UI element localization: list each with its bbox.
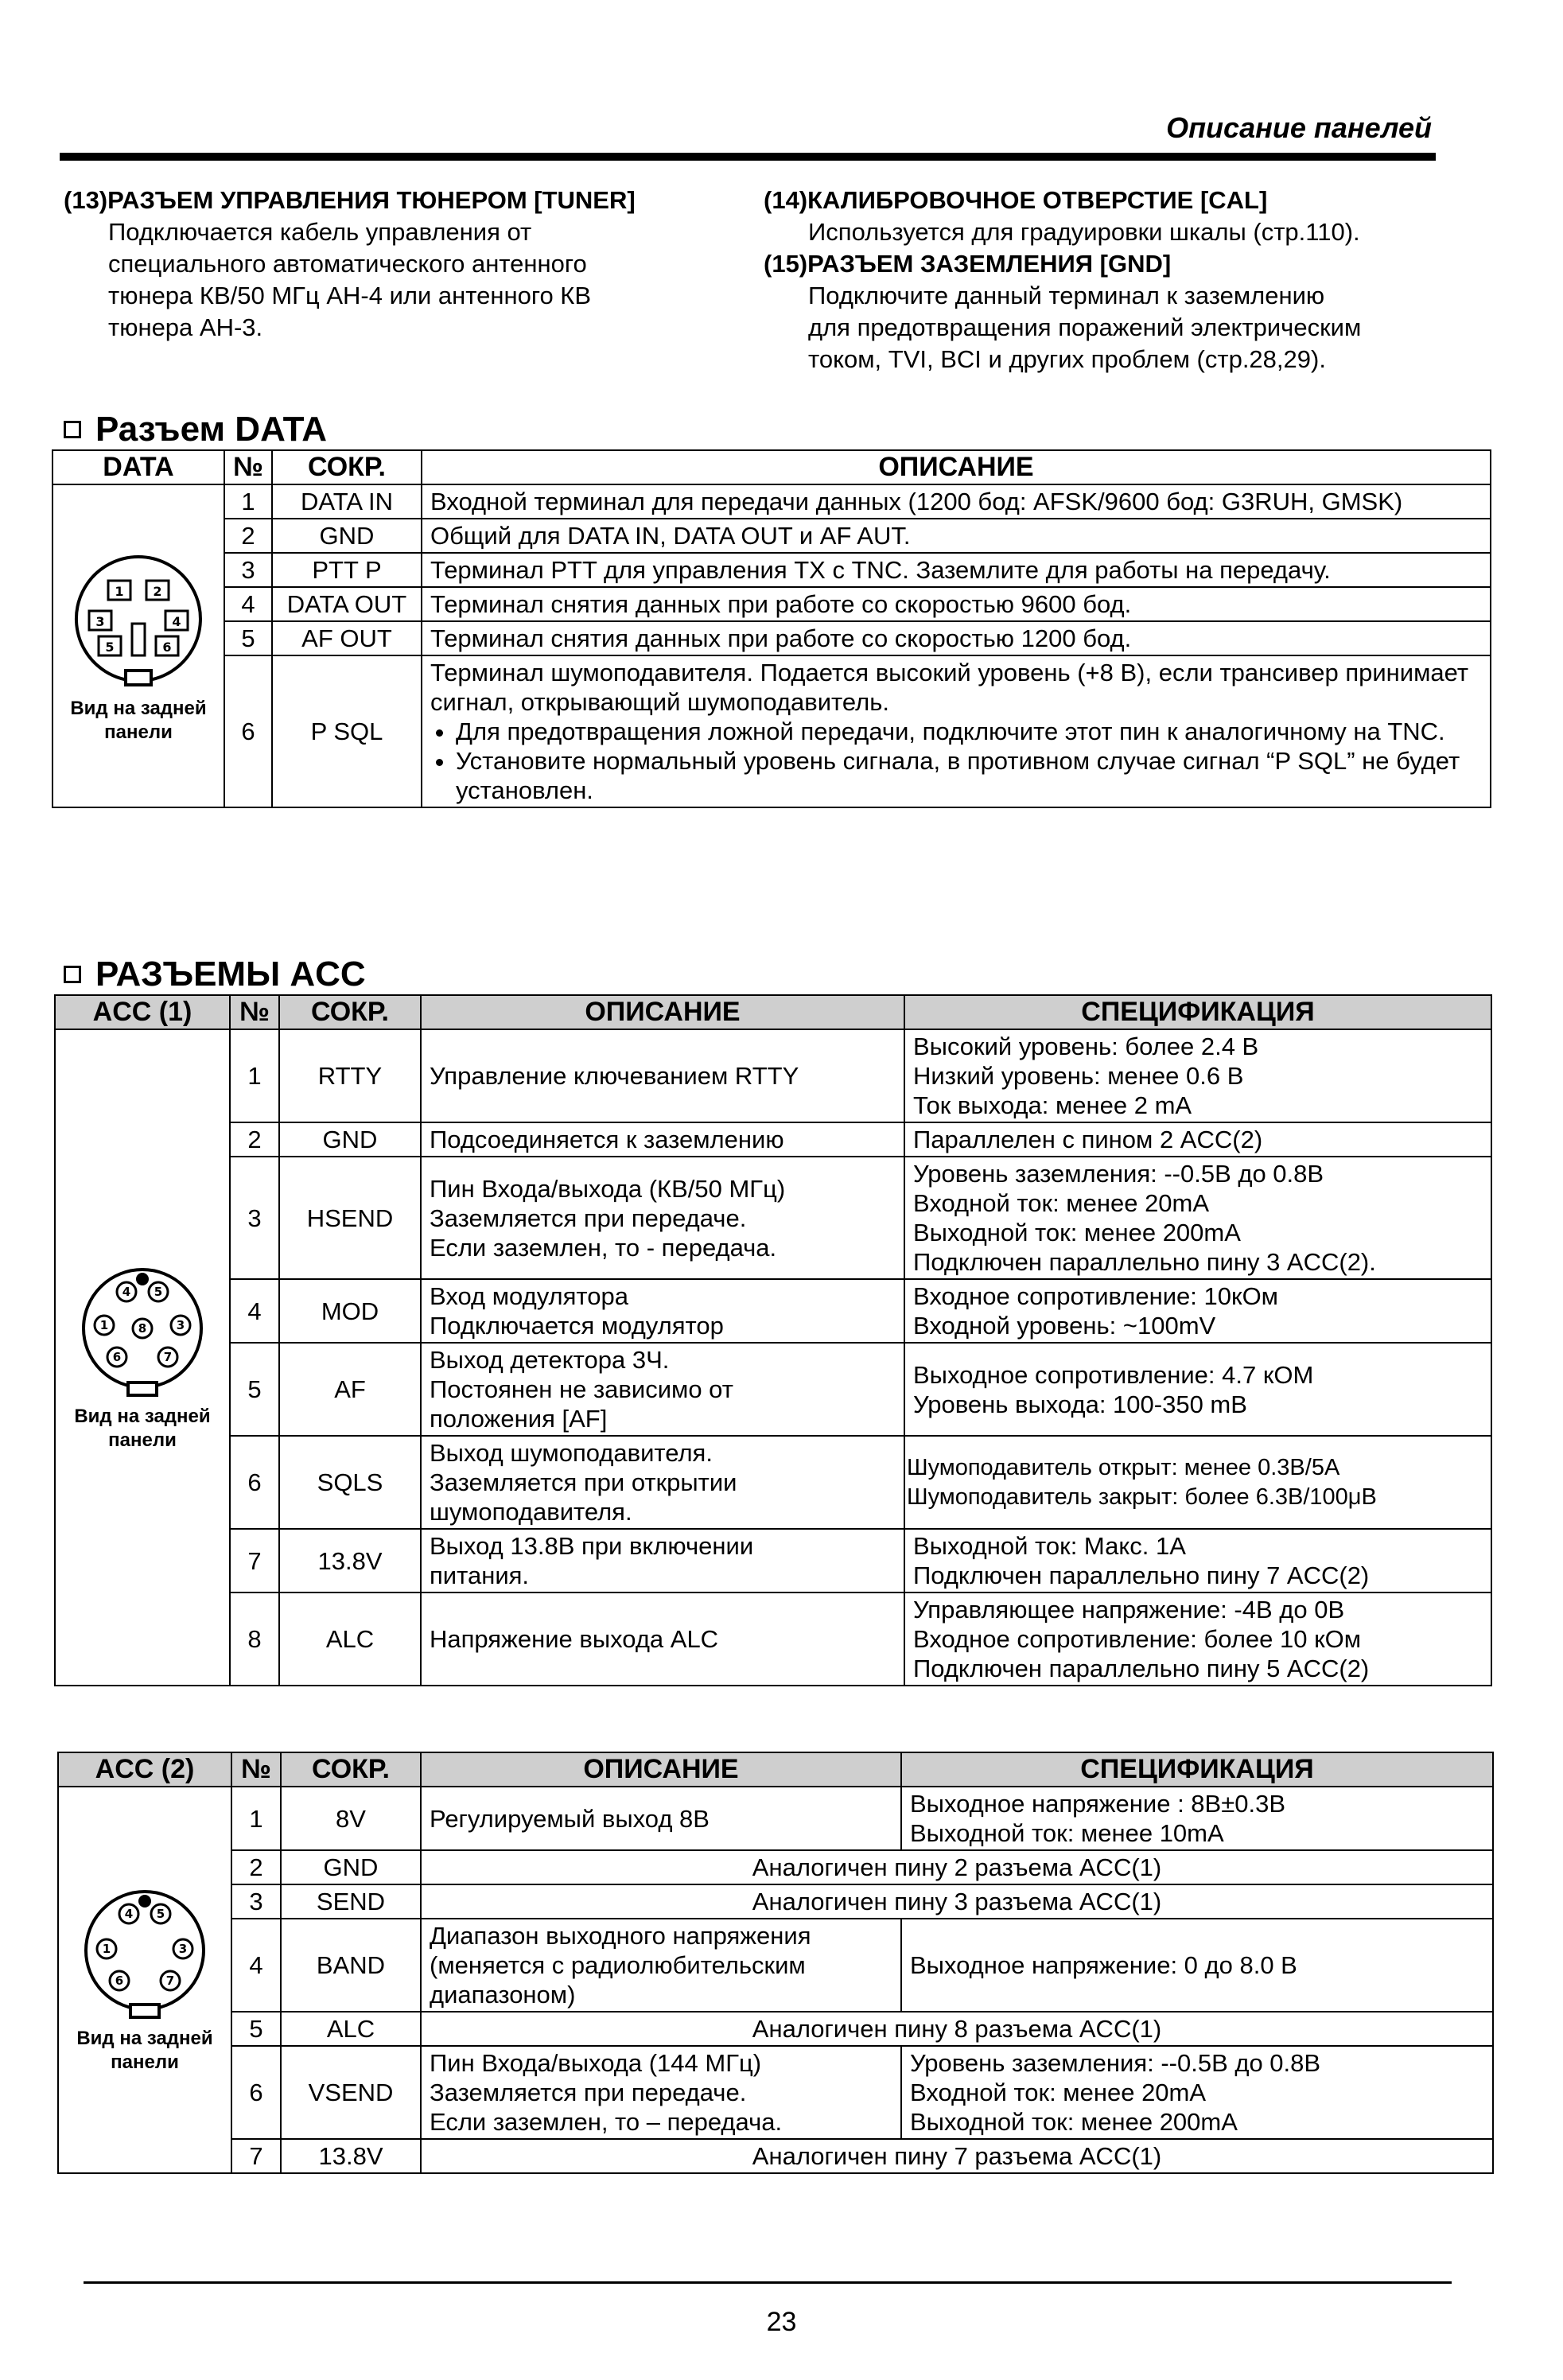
pin-number: 4 [224,587,272,621]
svg-text:6: 6 [112,1349,122,1364]
table-row [55,1592,1491,1686]
acc1-connector-diagram [55,1029,230,1686]
pin-spec: Выходное сопротивление: 4.7 кОМ Уровень выхода: 100-350 mВ [904,1343,1491,1436]
acc-8pin-connector-icon [71,1263,214,1398]
bullet-item: • Для предотвращения ложной передачи, подключите этот пин к аналогичному на TNC. [456,717,1482,746]
pin-desc: Терминал снятия данных при работе со скоростью 9600 бод. [422,587,1491,621]
pin-abbr: 13.8V [279,1529,421,1592]
svg-text:4: 4 [172,614,181,629]
table-row [58,2046,1493,2139]
pin-spec: Уровень заземления: --0.5В до 0.8В Входной ток: менее 20mA Выходной ток: менее 200mA Подключен параллельно пину 3 ACC(2). [904,1157,1491,1279]
gnd-line: для предотвращения поражений электрическим [808,313,1362,341]
data-connector-table [52,449,1491,808]
svg-text:5: 5 [154,1284,163,1299]
pin-merged-desc: Аналогичен пину 8 разъема ACC(1) [421,2012,1493,2046]
svg-text:3: 3 [176,1317,185,1332]
pin-number: 5 [231,2012,281,2046]
pin-desc: Терминал шумоподавителя. Подается высокий уровень (+8 В), если трансивер принимает сигнал, открывающий шумоподавитель. [430,659,1469,716]
svg-text:8: 8 [138,1320,147,1336]
table-header-row [58,1752,1493,1787]
svg-text:1: 1 [99,1317,109,1332]
table-row [55,1343,1491,1436]
pin-desc: Входной терминал для передачи данных (1200 бод: AFSK/9600 бод: G3RUH, GMSK) [422,484,1491,519]
tuner-line: тюнера КВ/50 МГц АН-4 или антенного КВ [108,282,592,309]
pin-desc: Диапазон выходного напряжения (меняется с радиолюбительским диапазоном) [421,1919,901,2012]
pin-number: 5 [230,1343,279,1436]
pin-spec: Выходное напряжение : 8В±0.3В Выходной ток: менее 10mA [901,1787,1493,1850]
din-connector-icon [67,547,210,690]
pin-number: 2 [224,519,272,553]
pin-number: 7 [230,1529,279,1592]
col-header: ОПИСАНИЕ [422,450,1491,484]
pin-abbr: ALC [281,2012,421,2046]
svg-text:4: 4 [124,1907,134,1921]
svg-text:3: 3 [95,614,105,629]
svg-text:7: 7 [163,1349,173,1364]
diagram-caption: Вид на задней [76,2028,213,2049]
svg-text:2: 2 [153,584,162,599]
pin-number: 3 [224,553,272,587]
pin-number: 6 [224,655,272,807]
acc-7pin-connector-icon [73,1885,216,2020]
col-header: СПЕЦИФИКАЦИЯ [904,995,1491,1029]
pin-merged-desc: Аналогичен пину 3 разъема ACC(1) [421,1884,1493,1919]
pin-abbr: PTT P [272,553,422,587]
table-row [58,2139,1493,2173]
footer-rule [84,2281,1452,2284]
svg-text:1: 1 [102,1942,111,1956]
pin-number: 4 [230,1279,279,1343]
pin-abbr: GND [281,1850,421,1884]
tuner-line: специального автоматического антенного [108,250,587,278]
table-row [55,1157,1491,1279]
pin-number: 3 [231,1884,281,1919]
pin-abbr: 8V [281,1787,421,1850]
col-header: № [230,995,279,1029]
pin-abbr: RTTY [279,1029,421,1122]
col-header: ACC (1) [55,995,230,1029]
pin-abbr: 13.8V [281,2139,421,2173]
table-row [58,1787,1493,1850]
pin-desc: Терминал снятия данных при работе со скоростью 1200 бод. [422,621,1491,655]
diagram-caption: панели [108,1429,177,1451]
pin-abbr: GND [279,1122,421,1157]
pin-abbr: AF [279,1343,421,1436]
diagram-caption: Вид на задней [70,698,207,719]
col-header: № [224,450,272,484]
gnd-heading: (15)РАЗЪЕМ ЗАЗЕМЛЕНИЯ [GND] [764,250,1172,278]
svg-text:5: 5 [156,1907,165,1921]
pin-desc: Терминал PTT для управления TX с TNC. Заземлите для работы на передачу. [422,553,1491,587]
pin-spec: Выходной ток: Макс. 1А Подключен параллельно пину 7 ACC(2) [904,1529,1491,1592]
cal-heading: (14)КАЛИБРОВОЧНОЕ ОТВЕРСТИЕ [CAL] [764,186,1268,214]
col-header: СОКР. [272,450,422,484]
acc2-connector-diagram [58,1787,231,2173]
table-row [55,1279,1491,1343]
pin-spec: Выходное напряжение: 0 до 8.0 В [901,1919,1493,2012]
svg-text:3: 3 [178,1942,188,1956]
pin-number: 1 [231,1787,281,1850]
tuner-line: тюнера АН-3. [108,313,263,341]
page-header-title: Описание панелей [1166,111,1432,144]
pin-desc: Пин Входа/выхода (КВ/50 МГц) Заземляется при передаче. Если заземлен, то - передача. [421,1157,904,1279]
tuner-heading: (13)РАЗЪЕМ УПРАВЛЕНИЯ ТЮНЕРОМ [TUNER] [64,186,636,214]
page-number: 23 [766,2307,797,2337]
checkbox-bullet-icon [64,421,81,438]
table-row [52,587,1491,621]
pin-number: 5 [224,621,272,655]
pin-desc: Выход шумоподавителя. Заземляется при открытии шумоподавителя. [421,1436,904,1529]
svg-text:6: 6 [115,1974,124,1988]
pin-abbr: SQLS [279,1436,421,1529]
pin-abbr: ALC [279,1592,421,1686]
table-row [52,519,1491,553]
table-row [58,1884,1493,1919]
pin-desc-cell [422,655,1491,807]
col-header: ACC (2) [58,1752,231,1787]
table-row [52,484,1491,519]
table-row [55,1029,1491,1122]
table-header-row [52,450,1491,484]
table-header-row [55,995,1491,1029]
pin-abbr: DATA IN [272,484,422,519]
pin-spec: Параллелен с пином 2 ACC(2) [904,1122,1491,1157]
pin-number: 3 [230,1157,279,1279]
pin-merged-desc: Аналогичен пину 2 разъема ACC(1) [421,1850,1493,1884]
cal-gnd-block [764,185,1464,375]
table-row [52,621,1491,655]
col-header: № [231,1752,281,1787]
pin-number: 6 [231,2046,281,2139]
pin-abbr: AF OUT [272,621,422,655]
tuner-line: Подключается кабель управления от [108,218,532,246]
table-row [52,553,1491,587]
pin-number: 2 [230,1122,279,1157]
pin-desc: Вход модулятора Подключается модулятор [421,1279,904,1343]
svg-text:6: 6 [162,640,172,655]
cal-line: Используется для градуировки шкалы (стр.110). [808,218,1360,246]
table-row [55,1529,1491,1592]
pin-abbr: SEND [281,1884,421,1919]
pin-desc: Выход 13.8В при включении питания. [421,1529,904,1592]
header-rule [60,153,1436,161]
bullet-item: • Установите нормальный уровень сигнала, в противном случае сигнал “P SQL” не будет установлен. [456,746,1482,805]
col-header: ОПИСАНИЕ [421,1752,901,1787]
pin-number: 1 [230,1029,279,1122]
table-row [55,1122,1491,1157]
pin-desc: Пин Входа/выхода (144 МГц) Заземляется при передаче. Если заземлен, то – передача. [421,2046,901,2139]
pin-number: 1 [224,484,272,519]
pin-desc: Управление ключеванием RTTY [421,1029,904,1122]
pin-spec: Уровень заземления: --0.5В до 0.8В Входной ток: менее 20mA Выходной ток: менее 200mA [901,2046,1493,2139]
pin-spec: Входное сопротивление: 10кОм Входной уровень: ~100mV [904,1279,1491,1343]
tuner-connector-block [64,185,756,344]
pin-desc: Регулируемый выход 8В [421,1787,901,1850]
svg-text:1: 1 [115,584,124,599]
pin-desc: Напряжение выхода ALC [421,1592,904,1686]
pin-abbr: GND [272,519,422,553]
pin-desc: Выход детектора 3Ч. Постоянен не зависимо от положения [AF] [421,1343,904,1436]
diagram-caption: Вид на задней [74,1405,211,1427]
pin-spec: Управляющее напряжение: -4В до 0В Входное сопротивление: более 10 кОм Подключен параллельно пину 5 ACC(2) [904,1592,1491,1686]
pin-number: 4 [231,1919,281,2012]
pin-abbr: BAND [281,1919,421,2012]
bullet-list [430,717,1482,805]
svg-text:4: 4 [122,1284,131,1299]
acc-section-title: РАЗЪЕМЫ ACC [64,955,366,994]
svg-text:5: 5 [105,640,115,655]
table-row [58,2012,1493,2046]
pin-number: 8 [230,1592,279,1686]
diagram-caption: панели [104,721,173,743]
pin-spec: Шумоподавитель открыт: менее 0.3В/5А Шумоподавитель закрыт: более 6.3В/100μВ [904,1436,1491,1529]
pin-number: 7 [231,2139,281,2173]
data-section-title: Разъем DATA [64,410,327,449]
checkbox-bullet-icon [64,966,81,983]
table-row [58,1850,1493,1884]
col-header: ОПИСАНИЕ [421,995,904,1029]
acc1-table [54,994,1492,1686]
table-row [55,1436,1491,1529]
table-row [58,1919,1493,2012]
acc2-table [57,1752,1494,2174]
pin-abbr: DATA OUT [272,587,422,621]
gnd-line: Подключите данный терминал к заземлению [808,282,1325,309]
pin-abbr: HSEND [279,1157,421,1279]
pin-desc: Подсоединяется к заземлению [421,1122,904,1157]
pin-number: 6 [230,1436,279,1529]
svg-text:7: 7 [165,1974,175,1988]
pin-number: 2 [231,1850,281,1884]
data-connector-diagram [52,484,224,807]
diagram-caption: панели [111,2051,179,2073]
col-header: DATA [52,450,224,484]
col-header: СОКР. [281,1752,421,1787]
pin-abbr: P SQL [272,655,422,807]
table-row [52,655,1491,807]
pin-merged-desc: Аналогичен пину 7 разъема ACC(1) [421,2139,1493,2173]
pin-spec: Высокий уровень: более 2.4 В Низкий уровень: менее 0.6 В Ток выхода: менее 2 mA [904,1029,1491,1122]
gnd-line: током, TVI, BCI и других проблем (стр.28,29). [808,345,1326,373]
col-header: СПЕЦИФИКАЦИЯ [901,1752,1493,1787]
col-header: СОКР. [279,995,421,1029]
pin-abbr: MOD [279,1279,421,1343]
pin-desc: Общий для DATA IN, DATA OUT и AF AUT. [422,519,1491,553]
pin-abbr: VSEND [281,2046,421,2139]
